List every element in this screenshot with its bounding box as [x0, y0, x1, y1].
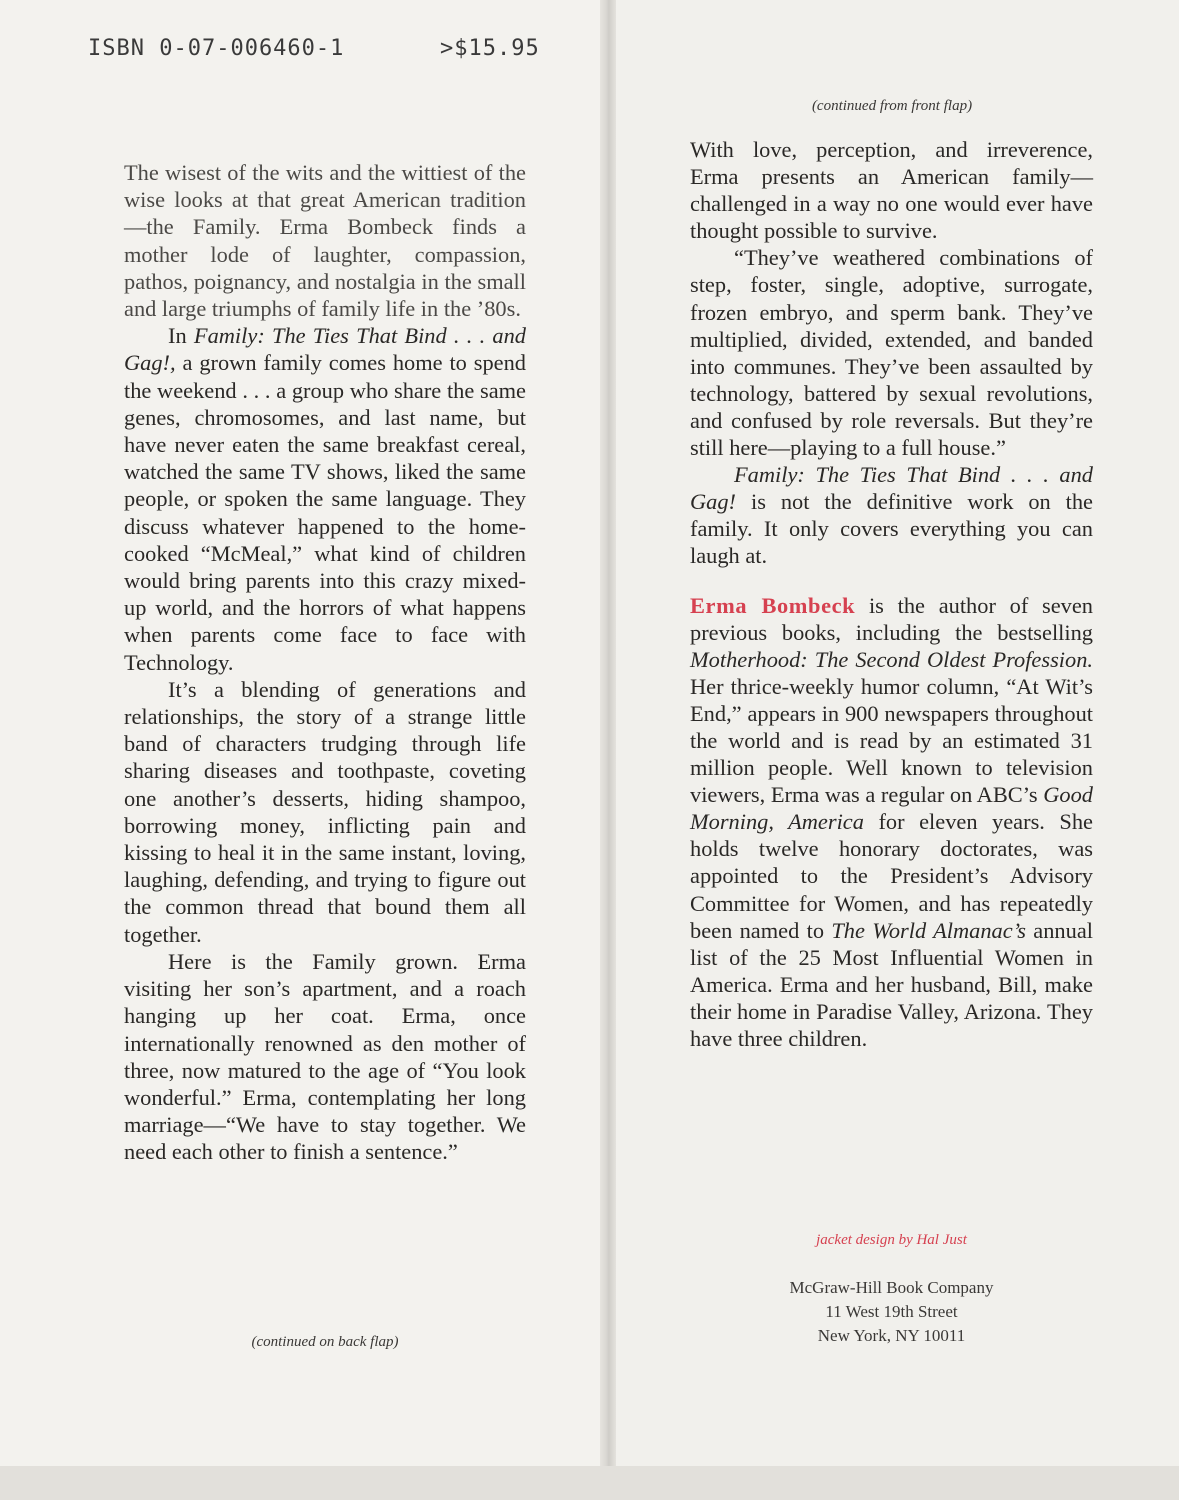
isbn-price-line — [88, 36, 568, 62]
front-paragraph-2-text: a grown family comes home to spend the weekend . . . a group who share the same genes, chromosomes, and last name, but have never eaten the same breakfast cereal, watched the same TV shows, liked the same people, or spoken the same language. They discuss whatever happened to the home-cooked “McMeal,” what kind of children would bring parents into this crazy mixed-up world, and the horrors of what happens when parents come face to face with Technology. — [124, 350, 526, 675]
front-paragraph-2-lead: In — [168, 323, 187, 349]
back-paragraph-2: “They’ve weathered combinations of step, foster, single, adoptive, surrogate, frozen embryo, and sperm bank. They’ve multiplied, divided, extended, and banded into communes. They’ve been assaulted by technology, battered by sexual revolutions, and confused by role reversals. But they’re still here—playing to a full house.” — [690, 245, 1093, 461]
back-paragraph-3-text: is not the definitive work on the family. It only covers everything you can laugh at. — [690, 489, 1093, 569]
front-flap-text — [124, 159, 526, 1166]
continued-on-back-flap-note: (continued on back flap) — [251, 1334, 399, 1350]
front-paragraph-2 — [124, 322, 526, 676]
jacket-design-credit: jacket design by Hal Just — [816, 1232, 967, 1248]
previous-book-title: Motherhood: The Second Oldest Profession. — [690, 646, 1093, 672]
almanac-title: The World Almanac’s — [831, 917, 1026, 943]
author-bio — [690, 592, 1093, 1053]
flap-fold — [600, 0, 616, 1500]
continued-from-front-flap-note: (continued from front flap) — [811, 98, 973, 114]
author-name: Erma Bombeck — [690, 592, 856, 618]
front-paragraph-1: The wisest of the wits and the wittiest of the wise looks at that great American tradition—the Family. Erma Bombeck finds a mother lode of laughter, compassion, pathos, poignancy, and nostalgia in the small and large triumphs of family life in the ’80s. — [124, 160, 526, 322]
front-paragraph-3: It’s a blending of generations and relationships, the story of a strange little band of characters trudging through life sharing diseases and toothpaste, coveting one another’s desserts, hiding shampoo, borrowing money, inflicting pain and kissing to heal it in the same instant, loving, laughing, defending, and trying to figure out the common thread that bound them all together. — [124, 676, 526, 947]
page-bottom-edge — [0, 1466, 1179, 1500]
back-flap-text — [690, 136, 1093, 1052]
publisher-address — [690, 1276, 1093, 1348]
publisher-name: McGraw-Hill Book Company — [789, 1278, 994, 1297]
book-title: Family: The Ties That Bind . . . and Gag!, — [124, 323, 526, 376]
author-bio-text-1: is the author of seven previous books, including the bestselling — [690, 592, 1093, 645]
tv-show-title: Good Morning, America — [690, 782, 1093, 835]
author-bio-text-3: for eleven years. She holds twelve honorary doctorates, was appointed to the President’s Advisory Committee for Women, and has repeatedly been named to — [690, 809, 1093, 943]
price-label: >$15.95 — [440, 36, 540, 61]
back-paragraph-1: With love, perception, and irreverence, Erma presents an American family—challenged in a way no one would ever have thought possible to survive. — [690, 137, 1093, 244]
publisher-city: New York, NY 10011 — [817, 1326, 966, 1345]
author-bio-text-4: annual list of the 25 Most Influential Women in America. Erma and her husband, Bill, make their home in Paradise Valley, Arizona. They have three children. — [690, 917, 1093, 1051]
publisher-street: 11 West 19th Street — [825, 1302, 958, 1321]
author-bio-text-2: Her thrice-weekly humor column, “At Wit’s End,” appears in 900 newspapers throughout the world and is read by an estimated 31 million people. Well known to television viewers, Erma was a regular on ABC’s — [690, 673, 1093, 808]
book-title: Family: The Ties That Bind . . . and Gag! — [690, 462, 1093, 515]
front-paragraph-4: Here is the Family grown. Erma visiting her son’s apartment, and a roach hanging up her coat. Erma, once internationally renowned as den mother of three, now matured to the age of “You look wonderful.” Erma, contemplating her long marriage—“We have to stay together. We need each other to finish a sentence.” — [124, 948, 526, 1165]
isbn-number: ISBN 0-07-006460-1 — [88, 36, 345, 61]
back-paragraph-3 — [690, 461, 1093, 569]
